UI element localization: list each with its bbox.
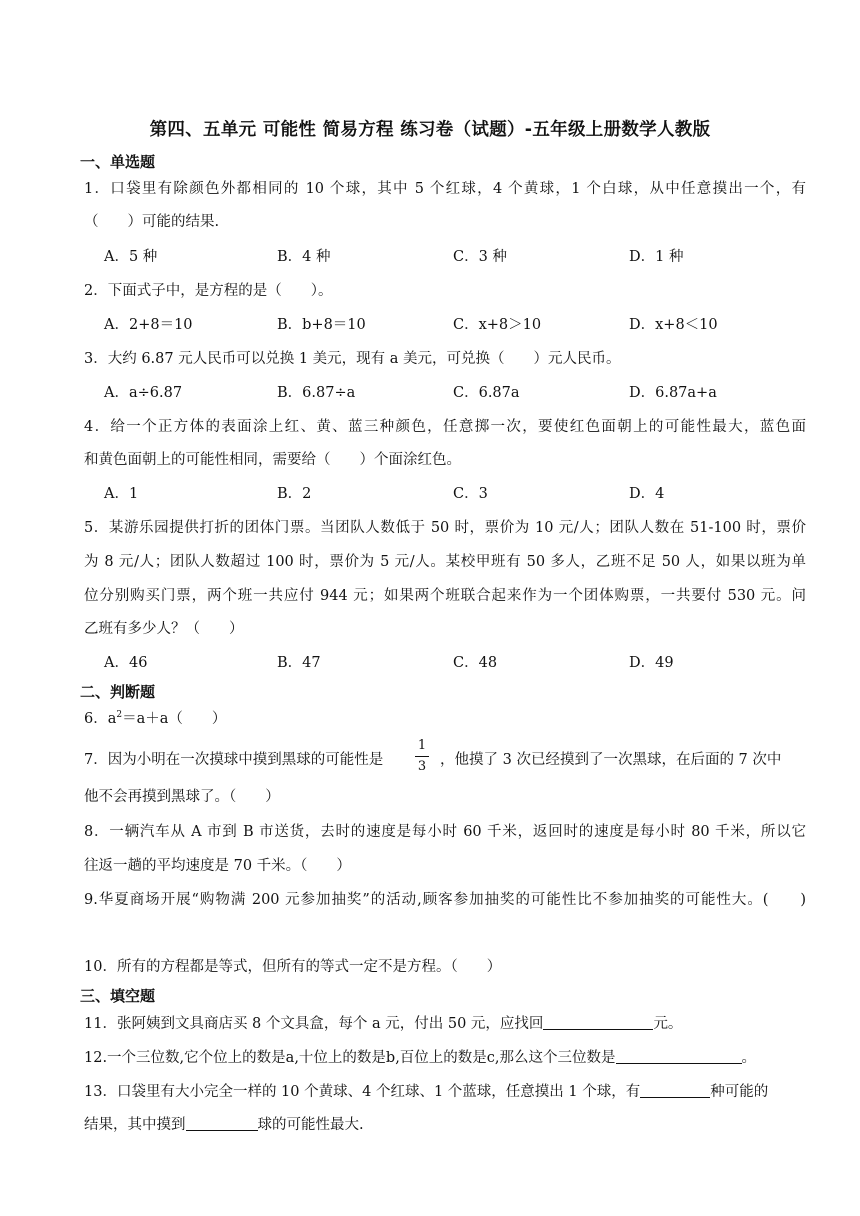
question-4-option-c: C．3: [453, 486, 488, 502]
question-5-option-a: A．46: [104, 655, 148, 671]
question-1-line-1: 1．口袋里有除颜色外都相同的 10 个球，其中 5 个红球，4 个黄球，1 个白球，从中任意摸出一个，有: [84, 181, 806, 197]
question-13-line-2: [84, 1114, 364, 1135]
answer-blank-13b[interactable]: [186, 1114, 258, 1131]
question-8-line-1: 8．一辆汽车从 A 市到 B 市送货，去时的速度是每小时 60 千米，返回时的速度是每小时 80 千米，所以它: [84, 824, 806, 840]
answer-blank-13a[interactable]: [640, 1081, 710, 1098]
question-5-line-3: 位分别购买门票，两个班一共应付 944 元；如果两个班联合起来作为一个团体购票，一共要付 530 元。问: [84, 588, 806, 604]
question-3-option-b: B．6.87÷a: [277, 385, 356, 401]
question-4-option-d: D．4: [629, 486, 665, 502]
question-6-exponent: 2: [116, 710, 123, 720]
question-12-line-1: [84, 1047, 756, 1068]
question-1-line-2: （ ）可能的结果.: [84, 214, 220, 230]
question-7-line-1-pre: 7．因为小明在一次摸球中摸到黑球的可能性是: [84, 752, 384, 768]
question-13-suffix: 种可能的: [710, 1084, 769, 1100]
question-6-line-1: [84, 709, 226, 729]
question-5-line-4: 乙班有多少人？（ ）: [84, 621, 244, 637]
question-2-option-d: D．x+8＜10: [629, 317, 718, 333]
question-1-option-b: B．4 种: [277, 249, 331, 265]
question-2-option-a: A．2+8＝10: [104, 317, 193, 333]
question-1-option-c: C．3 种: [453, 249, 507, 265]
question-13-line2-text: 结果，其中摸到: [84, 1117, 186, 1133]
question-11-text: 11．张阿姨到文具商店买 8 个文具盒，每个 a 元，付出 50 元，应找回: [84, 1016, 544, 1032]
question-6-prefix: 6．a: [84, 711, 117, 727]
question-5-option-c: C．48: [453, 655, 498, 671]
question-13-line-1: [84, 1081, 768, 1102]
question-1-option-a: A．5 种: [104, 249, 158, 265]
question-4-option-a: A．1: [104, 486, 139, 502]
question-12-suffix: 。: [741, 1050, 757, 1066]
question-1-option-d: D．1 种: [629, 249, 684, 265]
question-12-text: 12.一个三位数,它个位上的数是a,十位上的数是b,百位上的数是c,那么这个三位数是: [84, 1050, 616, 1066]
question-13-line2-suffix: 球的可能性最大.: [257, 1117, 364, 1133]
question-8-line-2: 往返一趟的平均速度是 70 千米。（ ）: [84, 858, 351, 874]
question-3-option-c: C．6.87a: [453, 385, 520, 401]
question-4-line-1: 4．给一个正方体的表面涂上红、黄、蓝三种颜色，任意掷一次，要使红色面朝上的可能性最大，蓝色面: [84, 419, 806, 435]
fraction-numerator: 1: [417, 738, 427, 753]
question-3-option-a: A．a÷6.87: [104, 385, 183, 401]
fraction-bar: [415, 756, 429, 757]
fraction-denominator: 3: [417, 759, 427, 774]
question-5-option-b: B．47: [277, 655, 321, 671]
question-3-line-1: 3．大约 6.87 元人民币可以兑换 1 美元，现有 a 美元，可兑换（ ）元人民币。: [84, 351, 621, 367]
question-11-suffix: 元。: [653, 1016, 683, 1032]
question-11-line-1: [84, 1013, 682, 1034]
question-4-option-b: B．2: [277, 486, 312, 502]
question-4-line-2: 和黄色面朝上的可能性相同，需要给（ ）个面涂红色。: [84, 452, 461, 468]
question-2-line-1: 2．下面式子中，是方程的是（ ）。: [84, 283, 333, 299]
page-title: 第四、五单元 可能性 简易方程 练习卷（试题）-五年级上册数学人教版: [149, 120, 711, 140]
question-7-line-1-post: ，他摸了 3 次已经摸到了一次黑球，在后面的 7 次中: [440, 752, 782, 768]
question-2-option-c: C．x+8＞10: [453, 317, 542, 333]
question-9-line-1: 9.华夏商场开展“购物满 200 元参加抽奖”的活动,顾客参加抽奖的可能性比不参加抽奖的可能性大。( ): [84, 892, 806, 908]
section-heading-single-choice: 一、单选题: [80, 153, 156, 171]
answer-blank-11[interactable]: [543, 1013, 653, 1030]
question-13-text: 13．口袋里有大小完全一样的 10 个黄球、4 个红球、1 个蓝球，任意摸出 1 个球，有: [84, 1084, 641, 1100]
question-10-line-1: 10．所有的方程都是等式，但所有的等式一定不是方程。（ ）: [84, 959, 502, 975]
answer-blank-12[interactable]: [616, 1047, 742, 1064]
question-5-line-2: 为 8 元/人；团队人数超过 100 时，票价为 5 元/人。某校甲班有 50 多人，乙班不足 50 人，如果以班为单: [84, 554, 806, 570]
question-7-line-2: 他不会再摸到黑球了。（ ）: [84, 789, 280, 805]
question-5-option-d: D．49: [629, 655, 674, 671]
fraction-one-third: [415, 738, 429, 775]
question-3-option-d: D．6.87a+a: [629, 385, 717, 401]
question-5-line-1: 5．某游乐园提供打折的团体门票。当团队人数低于 50 时，票价为 10 元/人；团队人数在 51-100 时，票价: [84, 520, 806, 536]
section-heading-fill-in: 三、填空题: [80, 987, 156, 1005]
question-6-suffix: ＝a＋a（ ）: [122, 711, 227, 727]
question-2-option-b: B．b+8＝10: [277, 317, 366, 333]
section-heading-true-false: 二、判断题: [80, 683, 156, 701]
